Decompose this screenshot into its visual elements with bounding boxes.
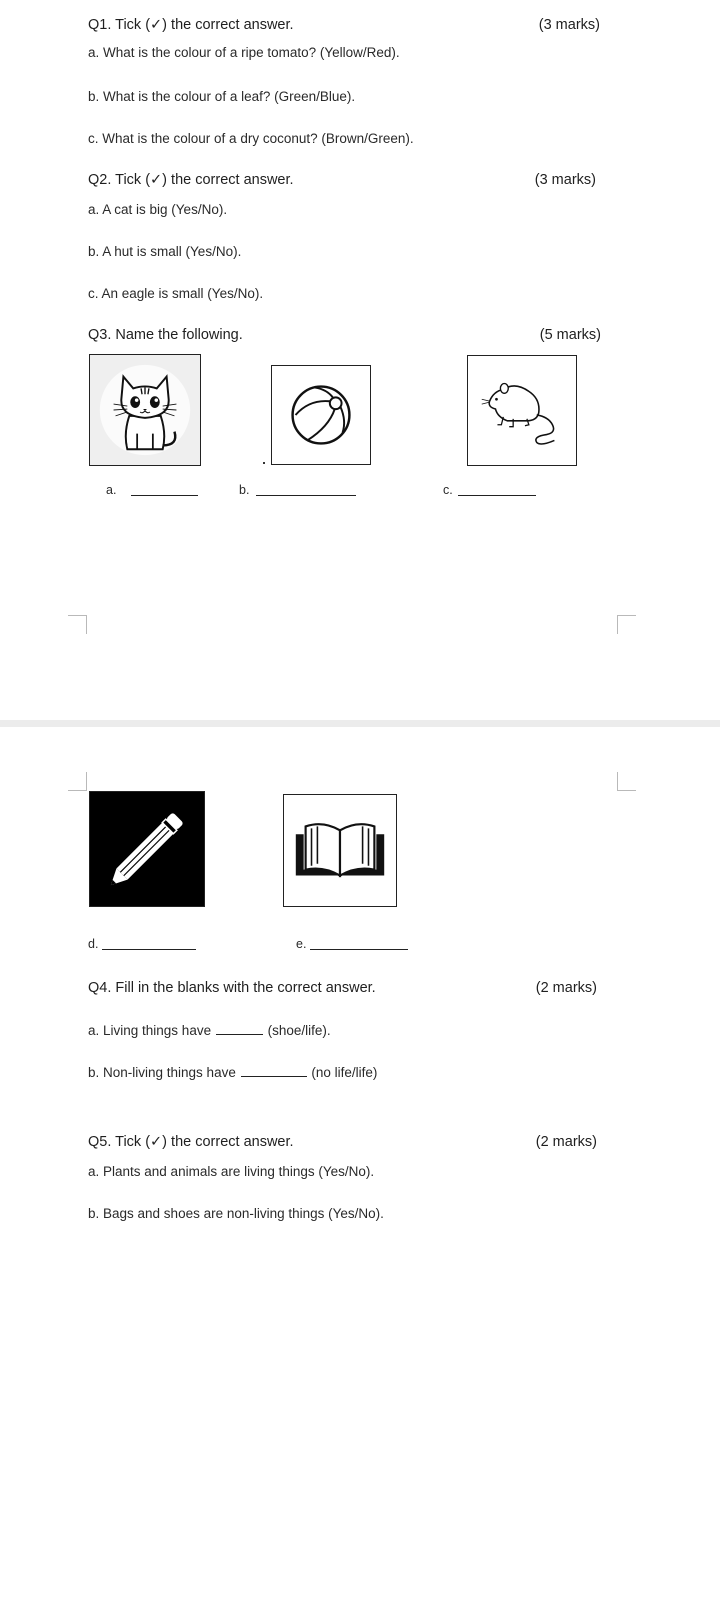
- q1-item-b: b. What is the colour of a leaf? (Green/Blue).: [88, 89, 356, 104]
- page-1: [0, 0, 720, 720]
- q3-heading: [88, 327, 601, 343]
- q4-item-a-prefix: a. Living things have: [88, 1023, 215, 1038]
- rat-image: [467, 355, 577, 466]
- book-icon: [284, 795, 396, 906]
- q1-title: Q1. Tick (✓) the correct answer.: [88, 17, 294, 33]
- q4-blank-a[interactable]: [216, 1022, 263, 1035]
- q4-item-b: [88, 1064, 377, 1080]
- q3-label-a: a.: [106, 483, 117, 497]
- ball-icon: [272, 366, 370, 464]
- q3-label-d: d.: [88, 937, 99, 951]
- q1-item-c: c. What is the colour of a dry coconut? (Brown/Green).: [88, 131, 414, 146]
- q4-item-a: [88, 1022, 331, 1038]
- pencil-icon: [90, 792, 204, 906]
- q5-marks: (2 marks): [535, 1134, 597, 1150]
- q5-title: Q5. Tick (✓) the correct answer.: [88, 1134, 294, 1150]
- q3-blank-e[interactable]: [310, 949, 408, 950]
- q1-heading: [88, 17, 600, 33]
- q2-marks: (3 marks): [534, 172, 596, 188]
- q3-blank-c[interactable]: [458, 495, 536, 496]
- q3-blank-a[interactable]: [131, 495, 198, 496]
- rat-icon: [468, 356, 576, 465]
- page-corner-bl: [68, 615, 87, 634]
- cat-icon: [90, 355, 200, 465]
- q4-blank-b[interactable]: [241, 1064, 307, 1077]
- q5-item-b: b. Bags and shoes are non-living things (Yes/No).: [88, 1206, 384, 1221]
- stray-dot: [263, 462, 265, 464]
- q4-heading: [88, 980, 596, 996]
- q3-title: Q3. Name the following.: [88, 327, 243, 343]
- page-corner-br: [617, 615, 636, 634]
- q2-title: Q2. Tick (✓) the correct answer.: [88, 172, 294, 188]
- q2-item-b: b. A hut is small (Yes/No).: [88, 244, 242, 259]
- pencil-image: [89, 791, 205, 907]
- page-corner-tl: [68, 772, 87, 791]
- page-corner-tr: [617, 772, 636, 791]
- page-2: [0, 727, 720, 1612]
- q1-item-a: a. What is the colour of a ripe tomato? (Yellow/Red).: [88, 45, 400, 60]
- q1-marks: (3 marks): [538, 17, 600, 33]
- q2-item-c: c. An eagle is small (Yes/No).: [88, 286, 264, 301]
- q4-item-a-suffix: (shoe/life).: [263, 1023, 331, 1038]
- q2-item-a: a. A cat is big (Yes/No).: [88, 202, 228, 217]
- q3-blank-b[interactable]: [256, 495, 356, 496]
- q3-label-b: b.: [239, 483, 250, 497]
- q4-marks: (2 marks): [535, 980, 597, 996]
- cat-image: [89, 354, 201, 466]
- q5-heading: [88, 1134, 596, 1150]
- book-image: [283, 794, 397, 907]
- q4-title: Q4. Fill in the blanks with the correct answer.: [88, 980, 376, 996]
- q3-marks: (5 marks): [539, 327, 601, 343]
- q2-heading: [88, 172, 596, 188]
- ball-image: [271, 365, 371, 465]
- q5-item-a: a. Plants and animals are living things (Yes/No).: [88, 1164, 375, 1179]
- q4-item-b-prefix: b. Non-living things have: [88, 1065, 240, 1080]
- q3-blank-d[interactable]: [102, 949, 196, 950]
- q4-item-b-suffix: (no life/life): [307, 1065, 378, 1080]
- page-gap: [0, 720, 720, 727]
- q3-label-e: e.: [296, 937, 307, 951]
- q3-label-c: c.: [443, 483, 453, 497]
